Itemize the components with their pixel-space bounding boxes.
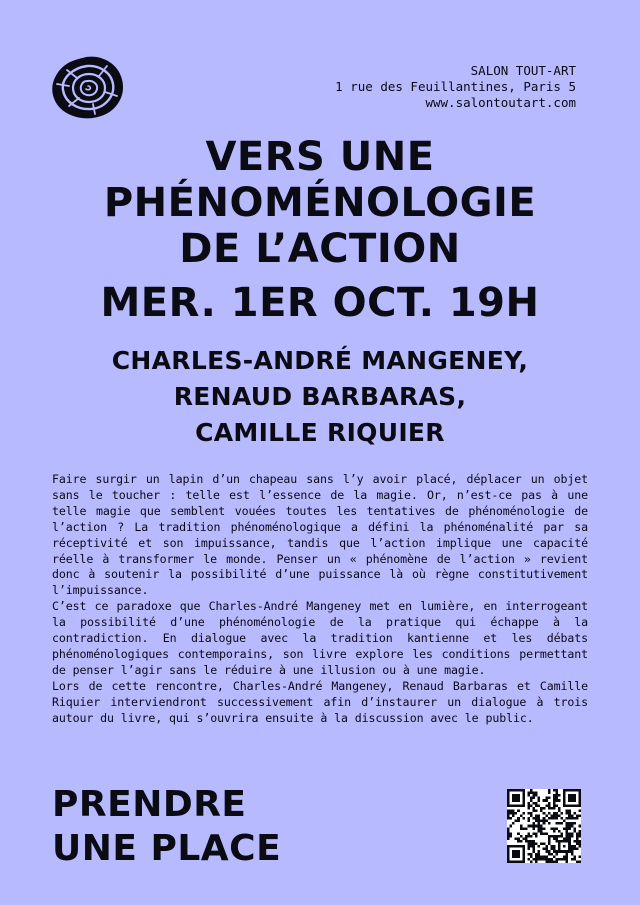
title-line: PHÉNOMÉNOLOGIE — [103, 180, 537, 226]
event-date: MER. 1ER OCT. 19H — [100, 280, 540, 326]
book-seat-link[interactable] — [52, 783, 281, 871]
description-paragraph: C’est ce paradoxe que Charles-André Mangeney met en lumière, en interrogeant la possibilité d’une phénoménologie de la pratique qui échappe à la contradiction. En dialogue avec la tradition kantienne et les débats phénoménologiques contemporains, son livre explore les conditions permettant de penser l’agir sans le réduire à une illusion ou à une magie. — [52, 599, 588, 677]
description-paragraph: Lors de cette rencontre, Charles-André Mangeney, Renaud Barbaras et Camille Riquier interviendront successivement afin d’instaurer un dialogue à trois autour du livre, qui s’ouvrira ensuite à la discussion avec le public. — [52, 678, 588, 725]
title-line: DE L’ACTION — [179, 226, 461, 272]
title-line: VERS UNE — [205, 134, 435, 180]
rose-icon — [47, 52, 127, 122]
speaker-name: CHARLES-ANDRÉ MANGENEY, — [111, 346, 529, 375]
event-description — [52, 472, 588, 727]
speakers — [0, 343, 640, 451]
event-title — [0, 134, 640, 272]
speaker-name: CAMILLE RIQUIER — [195, 418, 445, 447]
description-paragraph: Faire surgir un lapin d’un chapeau sans l’y avoir placé, déplacer un objet sans le toucher : telle est l’essence de la magie. Or, n’est-ce pas à une telle magie que semblent vouées toutes les tentatives de phénoménologie de l’action ? La tradition phénoménologique a défini la phénoménalité par sa réceptivité et son impuissance, tandis que l’action implique une capacité réelle à transformer le monde. Penser un « phénomène de l’action » revient donc à soutenir la possibilité d’une puissance là où règne constitutivement l’impuissance. — [52, 472, 588, 598]
venue-info — [335, 63, 576, 111]
venue-name: SALON TOUT-ART — [470, 63, 576, 78]
venue-website-link[interactable]: www.salontoutart.com — [425, 95, 576, 110]
cta-line: UNE PLACE — [52, 828, 282, 869]
speaker-name: RENAUD BARBARAS, — [173, 382, 467, 411]
cta-line: PRENDRE — [52, 784, 247, 825]
venue-address: 1 rue des Feuillantines, Paris 5 — [335, 79, 576, 94]
qr-code-icon[interactable] — [507, 789, 581, 863]
